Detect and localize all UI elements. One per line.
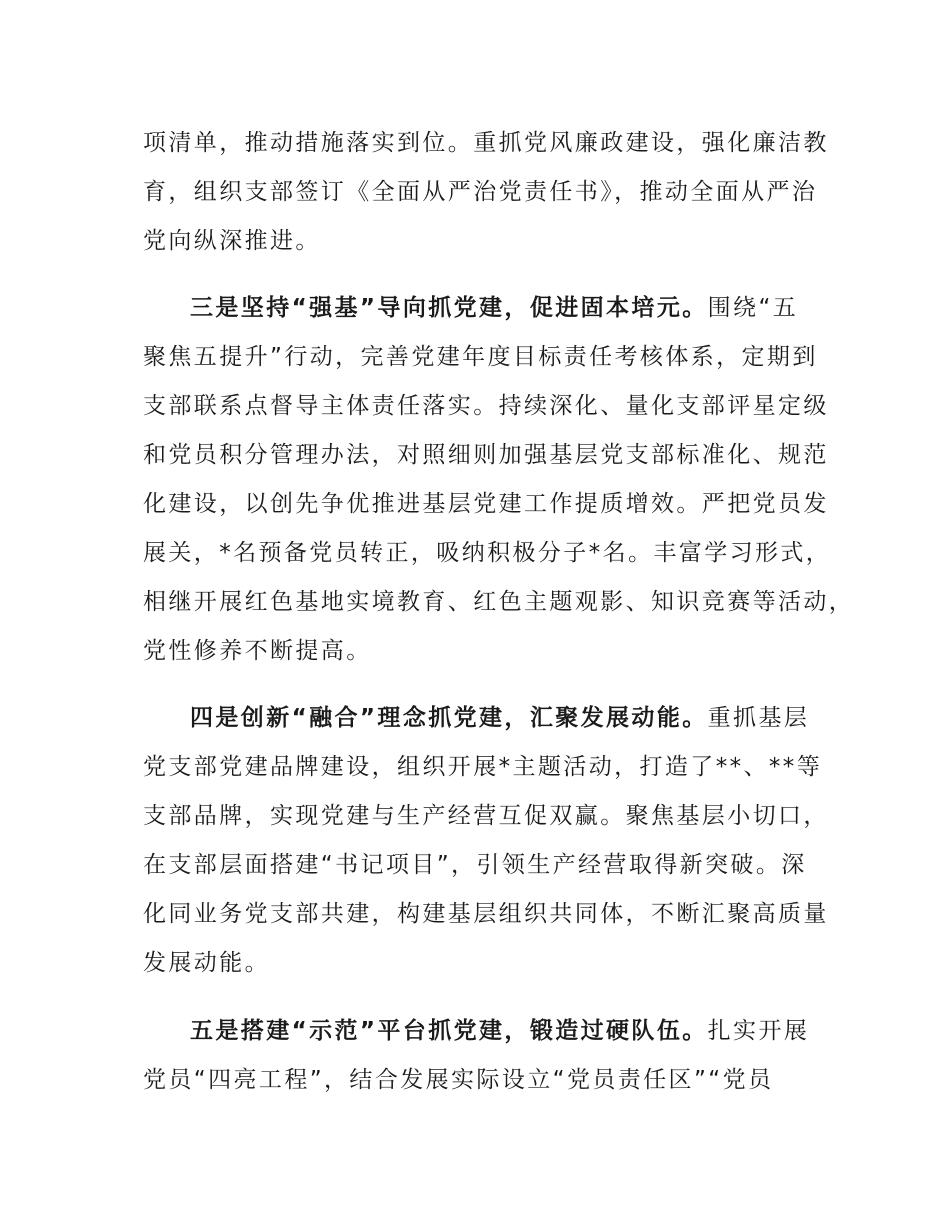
paragraph-1-line-1: 项清单，推动措施落实到位。重抓党风廉政建设，强化廉洁教 bbox=[143, 130, 829, 156]
paragraph-2-line-8: 党性修养不断提高。 bbox=[143, 638, 372, 664]
paragraph-1-line-2: 育，组织支部签订《全面从严治党责任书》，推动全面从严治 bbox=[143, 179, 818, 205]
paragraph-3-line-5: 化同业务党支部共建，构建基层组织共同体，不断汇聚高质量 bbox=[143, 901, 829, 927]
paragraph-4-line-2: 党员“四亮工程”，结合发展实际设立“党员责任区”“党员 bbox=[143, 1067, 774, 1093]
paragraph-2-line-6: 展关，*名预备党员转正，吸纳积极分子*名。丰富学习形式， bbox=[143, 540, 832, 566]
paragraph-1-line-3: 党向纵深推进。 bbox=[143, 228, 321, 254]
paragraph-4-text: 扎实开展 bbox=[707, 1018, 810, 1044]
paragraph-2-first-line bbox=[190, 293, 830, 323]
paragraph-2-heading: 三是坚持“强基”导向抓党建，促进固本培元。 bbox=[190, 295, 708, 321]
paragraph-3-line-4: 在支部层面搭建“书记项目”，引领生产经营取得新突破。深 bbox=[143, 852, 807, 878]
paragraph-3-heading: 四是创新“融合”理念抓党建，汇聚发展动能。 bbox=[190, 705, 708, 731]
paragraph-2-line-3: 支部联系点督导主体责任落实。持续深化、量化支部评星定级 bbox=[143, 393, 829, 419]
paragraph-3-text: 重抓基层 bbox=[707, 705, 810, 731]
paragraph-2-line-7: 相继开展红色基地实境教育、红色主题观影、知识竞赛等活动， bbox=[143, 589, 855, 615]
paragraph-3-line-2: 党支部党建品牌建设，组织开展*主题活动，打造了**、**等 bbox=[143, 754, 823, 780]
paragraph-2-line-5: 化建设，以创先争优推进基层党建工作提质增效。严把党员发 bbox=[143, 491, 829, 517]
paragraph-3-first-line bbox=[190, 703, 830, 733]
paragraph-2-text: 围绕“五 bbox=[707, 295, 799, 321]
paragraph-2-line-2: 聚焦五提升”行动，完善党建年度目标责任考核体系，定期到 bbox=[143, 344, 818, 370]
paragraph-3-line-6: 发展动能。 bbox=[143, 950, 270, 976]
paragraph-4-heading: 五是搭建“示范”平台抓党建，锻造过硬队伍。 bbox=[190, 1018, 708, 1044]
paragraph-2-line-4: 和党员积分管理办法，对照细则加强基层党支部标准化、规范 bbox=[143, 442, 829, 468]
paragraph-4-first-line bbox=[190, 1016, 830, 1046]
paragraph-3-line-3: 支部品牌，实现党建与生产经营互促双赢。聚焦基层小切口， bbox=[143, 803, 829, 829]
